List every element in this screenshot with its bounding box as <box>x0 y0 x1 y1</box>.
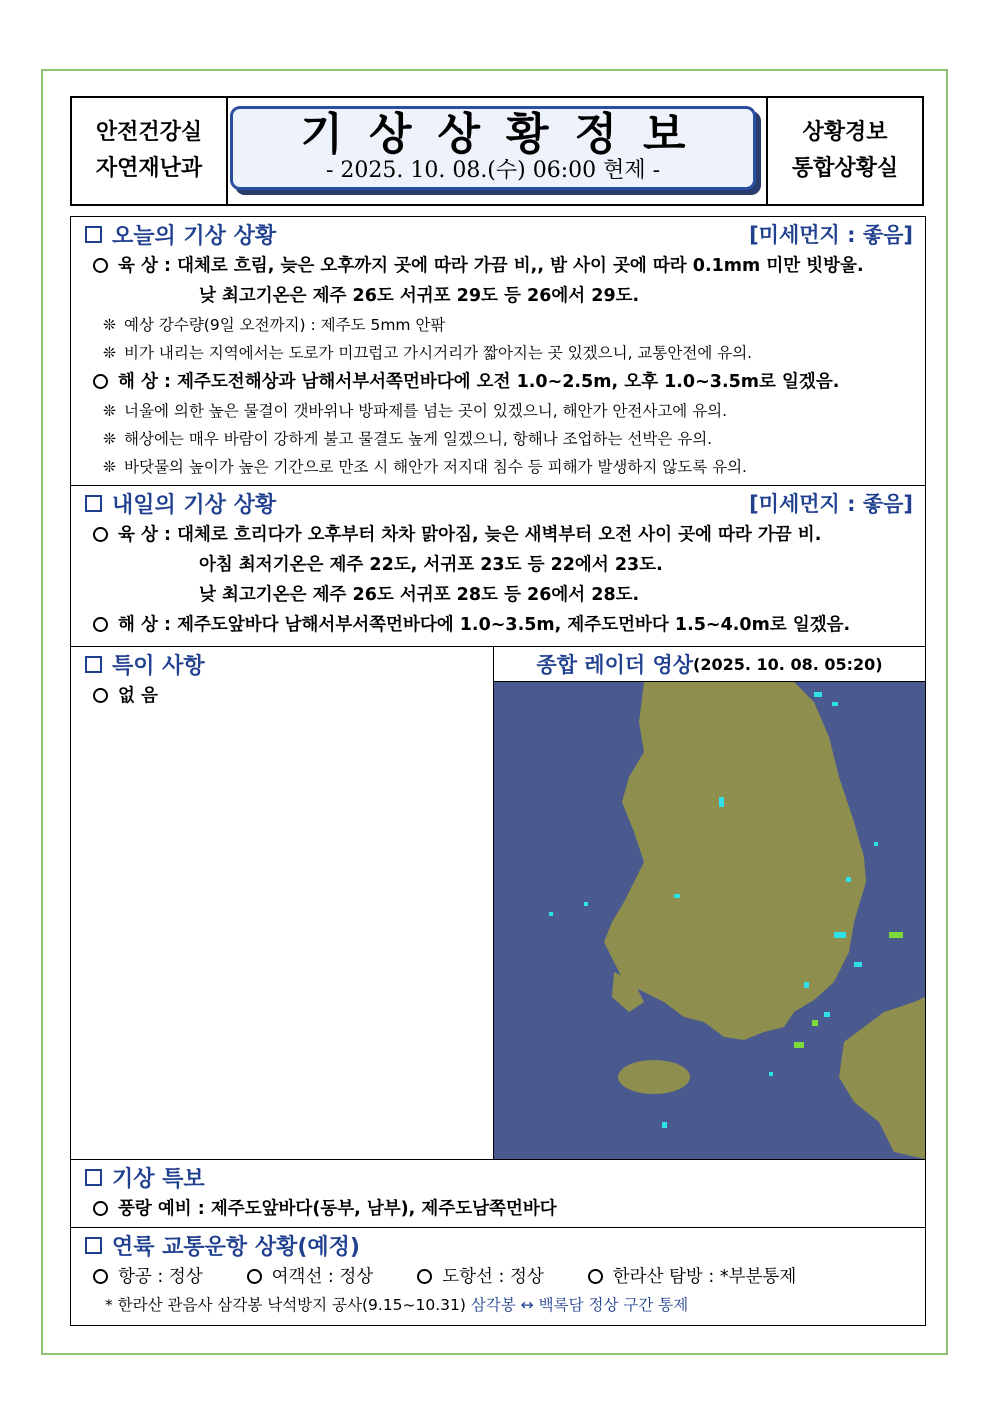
traffic-note <box>71 1292 925 1318</box>
radar-panel <box>493 647 925 1159</box>
circle-bullet-icon <box>93 1201 108 1216</box>
tomorrow-sea <box>71 610 925 640</box>
asterisk-icon: ❊ <box>103 430 116 448</box>
note-text: 바닷물의 높이가 높은 기간으로 만조 시 해안가 저지대 침수 등 피해가 발생하지 않도록 유의. <box>124 458 747 476</box>
today-sea-line: 제주도전해상과 남해서부서쪽먼바다에 오전 1.0~2.5m, 오후 1.0~3.5m로 일겠음. <box>177 372 840 392</box>
tomorrow-sea-line: 제주도앞바다 남해서부서쪽먼바다에 1.0~3.5m, 제주도먼바다 1.5~4.0m로 일겠음. <box>177 615 851 635</box>
land-label: 육 상 : <box>118 256 171 276</box>
checkbox-icon <box>85 1237 102 1254</box>
department-right <box>766 98 922 204</box>
asterisk-icon: ❊ <box>103 316 116 334</box>
tomorrow-land <box>71 520 925 550</box>
special-item-text: 없 음 <box>118 686 158 706</box>
today-land <box>71 251 925 281</box>
traffic-port <box>417 1262 544 1292</box>
report-date: - 2025. 10. 08.(수) 06:00 현제 - <box>325 158 661 183</box>
note-text: 예상 강수량(9일 오전까지) : 제주도 5mm 안팎 <box>124 316 446 334</box>
asterisk-icon: ❊ <box>103 344 116 362</box>
tomorrow-land-line1: 대체로 흐리다가 오후부터 차차 맑아짐, 늦은 새벽부터 오전 사이 곳에 따라 가끔 비. <box>177 525 822 545</box>
checkbox-icon <box>85 656 102 673</box>
air-text: 항공 : 정상 <box>118 1267 203 1287</box>
dept-line1: 안전건강실 <box>95 120 203 145</box>
tomorrow-land-line2: 아침 최저기온은 제주 22도, 서귀포 23도 등 22에서 23도. <box>199 555 663 575</box>
checkbox-icon <box>85 495 102 512</box>
asterisk-icon: ❊ <box>103 402 116 420</box>
dept-right-line1: 상황경보 <box>802 120 888 145</box>
land-label: 육 상 : <box>118 525 171 545</box>
warning-item <box>71 1194 925 1224</box>
checkbox-icon <box>85 226 102 243</box>
circle-bullet-icon <box>588 1269 603 1284</box>
special-item <box>71 681 491 711</box>
special-title: 특이 사항 <box>112 653 205 679</box>
note-blue: 삼각봉 ↔ 백록담 정상 구간 통제 <box>470 1296 689 1314</box>
note-text: 해상에는 매우 바람이 강하게 불고 물결도 높게 일겠으니, 항해나 조업하는 선박은 유의. <box>124 430 713 448</box>
dept-right-line2: 통합상황실 <box>791 156 899 181</box>
special-section <box>71 647 491 711</box>
department-left <box>72 98 228 204</box>
radar-header <box>494 647 925 682</box>
traffic-status-row <box>71 1262 925 1292</box>
today-sea <box>71 367 925 397</box>
dept-line2: 자연재난과 <box>95 156 203 181</box>
sea-label: 해 상 : <box>118 372 171 392</box>
note-text: 비가 내리는 지역에서는 도로가 미끄럽고 가시거리가 짧아지는 곳 있겠으니, 교통안전에 유의. <box>124 344 753 362</box>
radar-time: (2025. 10. 08. 05:20) <box>693 654 883 674</box>
radar-title: 종합 레이더 영상 <box>536 653 694 677</box>
tomorrow-dust: [미세먼지 : 좋음] <box>749 492 913 516</box>
note-black: * 한라산 관음사 삼각봉 낙석방지 공사(9.15~10.31) <box>105 1296 466 1314</box>
traffic-ferry <box>247 1262 374 1292</box>
tomorrow-section <box>71 486 925 640</box>
circle-bullet-icon <box>247 1269 262 1284</box>
report-title: 기상상황정보 <box>300 109 712 160</box>
land-jeju <box>618 1060 690 1094</box>
today-note1 <box>71 311 925 339</box>
traffic-title: 연륙 교통운항 상황(예정) <box>112 1234 360 1260</box>
tomorrow-title: 내일의 기상 상황 <box>112 492 277 518</box>
hallasan-text: 한라산 탐방 : *부분통제 <box>612 1267 797 1287</box>
circle-bullet-icon <box>93 527 108 542</box>
today-section <box>71 217 925 481</box>
today-note2 <box>71 339 925 367</box>
warning-section <box>71 1160 925 1224</box>
circle-bullet-icon <box>417 1269 432 1284</box>
traffic-hallasan <box>588 1262 796 1292</box>
traffic-air <box>93 1262 203 1292</box>
checkbox-icon <box>85 1169 102 1186</box>
today-title: 오늘의 기상 상황 <box>112 223 277 249</box>
title-box <box>230 106 756 190</box>
today-land-line2: 낮 최고기온은 제주 26도 서귀포 29도 등 26에서 29도. <box>199 286 640 306</box>
today-land-line1: 대체로 흐림, 늦은 오후까지 곳에 따라 가끔 비,, 밤 사이 곳에 따라 0.1mm 미만 빗방울. <box>177 256 864 276</box>
sea-label: 해 상 : <box>118 615 171 635</box>
circle-bullet-icon <box>93 374 108 389</box>
report-header <box>70 96 924 206</box>
today-note3 <box>71 397 925 425</box>
circle-bullet-icon <box>93 617 108 632</box>
circle-bullet-icon <box>93 1269 108 1284</box>
today-dust: [미세먼지 : 좋음] <box>749 223 913 247</box>
port-text: 도항선 : 정상 <box>442 1267 544 1287</box>
asterisk-icon: ❊ <box>103 458 116 476</box>
today-note5 <box>71 453 925 481</box>
tomorrow-land-line3: 낮 최고기온은 제주 26도 서귀포 28도 등 26에서 28도. <box>199 585 640 605</box>
radar-image <box>494 682 925 1159</box>
circle-bullet-icon <box>93 688 108 703</box>
traffic-section <box>71 1228 925 1318</box>
circle-bullet-icon <box>93 258 108 273</box>
note-text: 너울에 의한 높은 물결이 갯바위나 방파제를 넘는 곳이 있겠으니, 해안가 안전사고에 유의. <box>124 402 728 420</box>
today-note4 <box>71 425 925 453</box>
content-frame <box>70 216 926 1326</box>
warning-item-text: 풍랑 예비 : 제주도앞바다(동부, 남부), 제주도남쪽먼바다 <box>118 1199 557 1219</box>
ferry-text: 여객선 : 정상 <box>271 1267 374 1287</box>
warning-title: 기상 특보 <box>112 1166 205 1192</box>
